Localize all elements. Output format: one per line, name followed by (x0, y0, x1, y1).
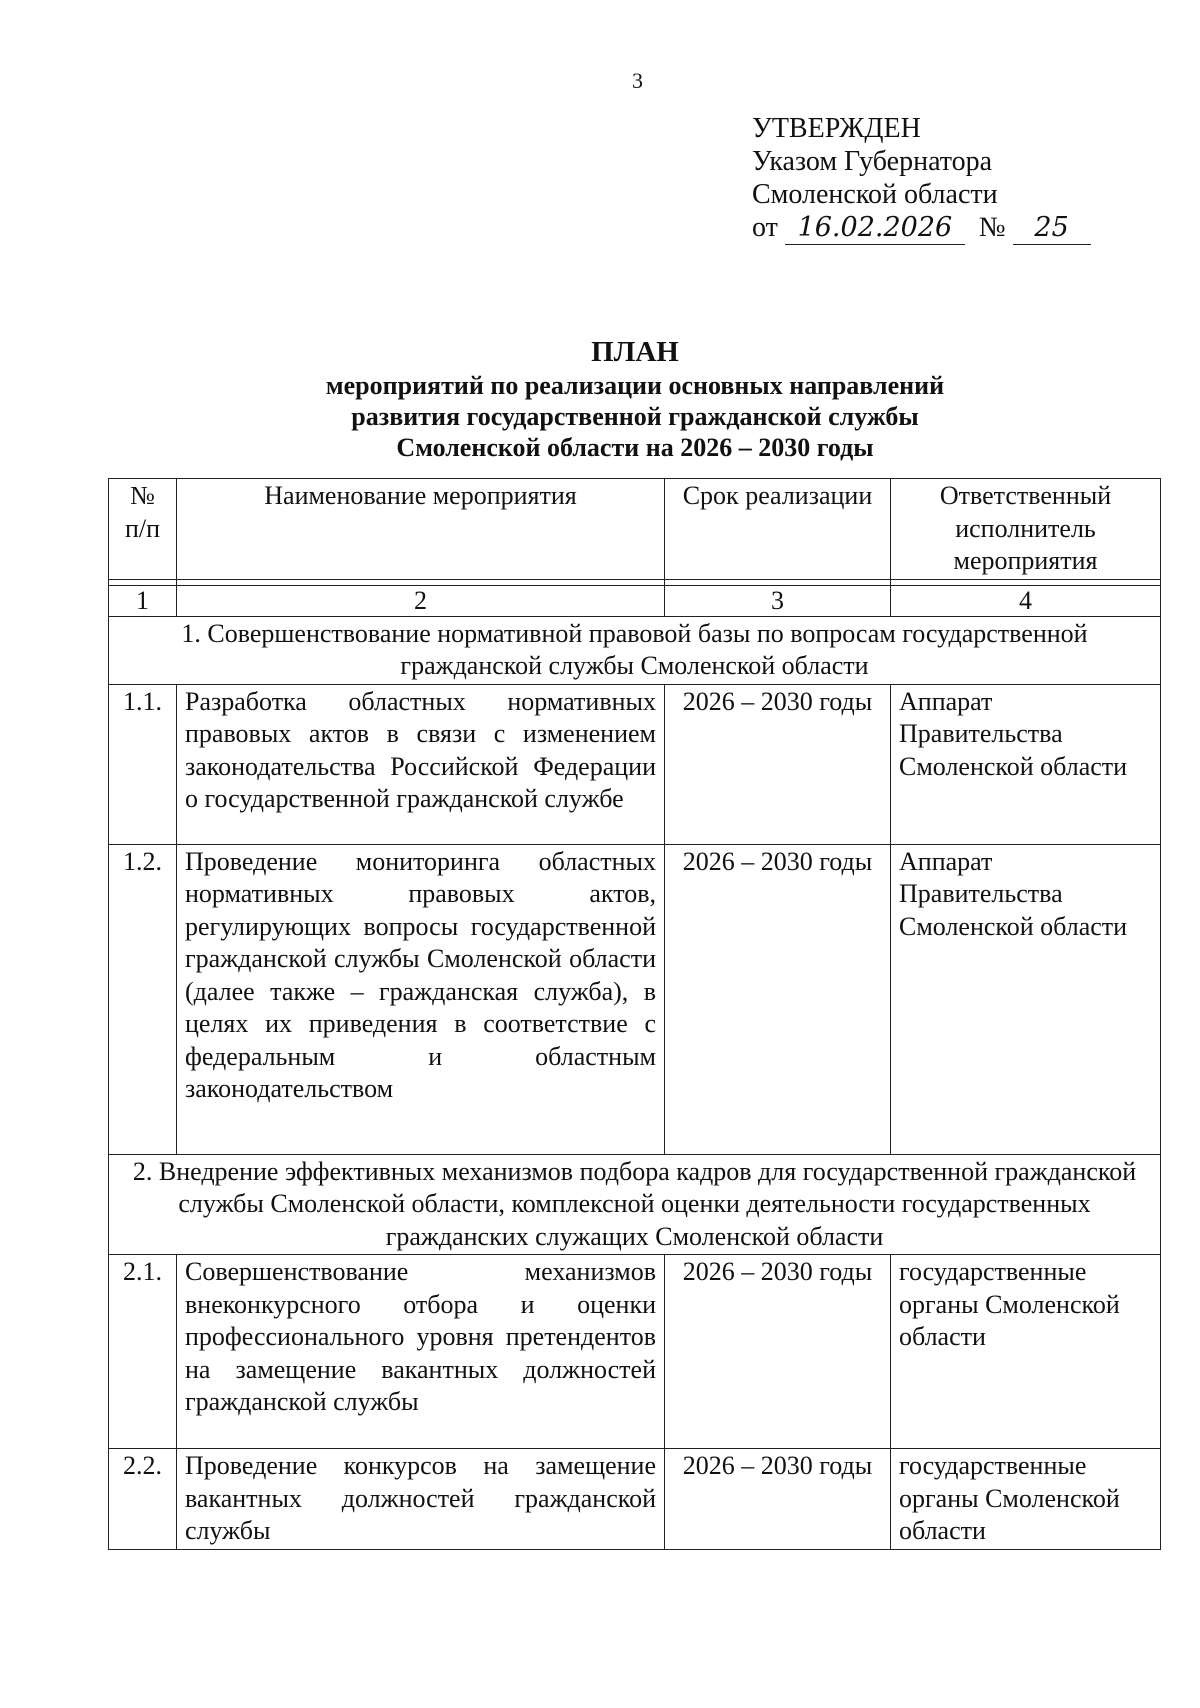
page-number: 3 (632, 68, 643, 93)
table-row (109, 684, 1161, 844)
section-title: 2. Внедрение эффективных механизмов подбора кадров для государственной гражданской службы Смоленской области, комплексной оценки деятельности государственных гражданских служащих Смоленской области (109, 1154, 1161, 1255)
approval-title: УТВЕРЖДЕН (752, 113, 921, 144)
plan-subtitle-3: Смоленской области на 2026 – 2030 годы (396, 433, 874, 462)
section-row (109, 616, 1161, 684)
row-term: 2026 – 2030 годы (665, 844, 891, 1154)
header-name: Наименование мероприятия (177, 479, 665, 580)
number-label: № (978, 212, 1006, 243)
column-number: 2 (177, 585, 665, 616)
row-responsible: государственные органы Смоленской области (891, 1449, 1161, 1550)
row-responsible: государственные органы Смоленской области (891, 1255, 1161, 1449)
handwritten-number: 25 (1013, 211, 1091, 245)
row-name: Разработка областных нормативных правовых актов в связи с изменением законодательства Российской Федерации о государственной гражданской службе (177, 684, 665, 844)
plan-subtitle-2: развития государственной гражданской службы (351, 402, 919, 431)
row-number: 2.2. (109, 1449, 177, 1550)
handwritten-date: 16.02.2026 (785, 211, 965, 245)
column-number-row (109, 585, 1161, 616)
row-term: 2026 – 2030 годы (665, 684, 891, 844)
plan-heading: ПЛАН (591, 336, 679, 368)
table-row (109, 844, 1161, 1154)
row-number: 2.1. (109, 1255, 177, 1449)
from-label: от (752, 212, 778, 243)
row-name: Проведение конкурсов на замещение вакантных должностей гражданской службы (177, 1449, 665, 1550)
column-number: 3 (665, 585, 891, 616)
row-name: Совершенствование механизмов внеконкурсного отбора и оценки профессионального уровня претендентов на замещение вакантных должностей гражданской службы (177, 1255, 665, 1449)
table-row (109, 1449, 1161, 1550)
row-number: 1.1. (109, 684, 177, 844)
row-name: Проведение мониторинга областных нормативных правовых актов, регулирующих вопросы государственной гражданской службы Смоленской области (далее также – гражданская служба), в целях их приведения в соответствие с федеральным и областным законодательством (177, 844, 665, 1154)
column-number: 1 (109, 585, 177, 616)
column-number: 4 (891, 585, 1161, 616)
table-header-row (109, 479, 1161, 580)
table-row (109, 1255, 1161, 1449)
header-term: Срок реализации (665, 479, 891, 580)
row-number: 1.2. (109, 844, 177, 1154)
approval-issuer: Указом Губернатора (752, 146, 993, 177)
plan-title-block (110, 334, 1160, 463)
plan-subtitle-1: мероприятий по реализации основных направлений (325, 371, 945, 400)
row-term: 2026 – 2030 годы (665, 1255, 891, 1449)
row-term: 2026 – 2030 годы (665, 1449, 891, 1550)
approval-region: Смоленской области (752, 179, 998, 210)
header-responsible: Ответственный исполнитель мероприятия (891, 479, 1161, 580)
approval-date-line (752, 211, 1091, 245)
section-title: 1. Совершенствование нормативной правовой базы по вопросам государственной гражданской службы Смоленской области (109, 616, 1161, 684)
row-responsible: Аппарат Правительства Смоленской области (891, 844, 1161, 1154)
plan-table (108, 478, 1161, 1550)
header-num: № п/п (109, 479, 177, 580)
approval-block (752, 112, 1091, 245)
row-responsible: Аппарат Правительства Смоленской области (891, 684, 1161, 844)
section-row (109, 1154, 1161, 1255)
